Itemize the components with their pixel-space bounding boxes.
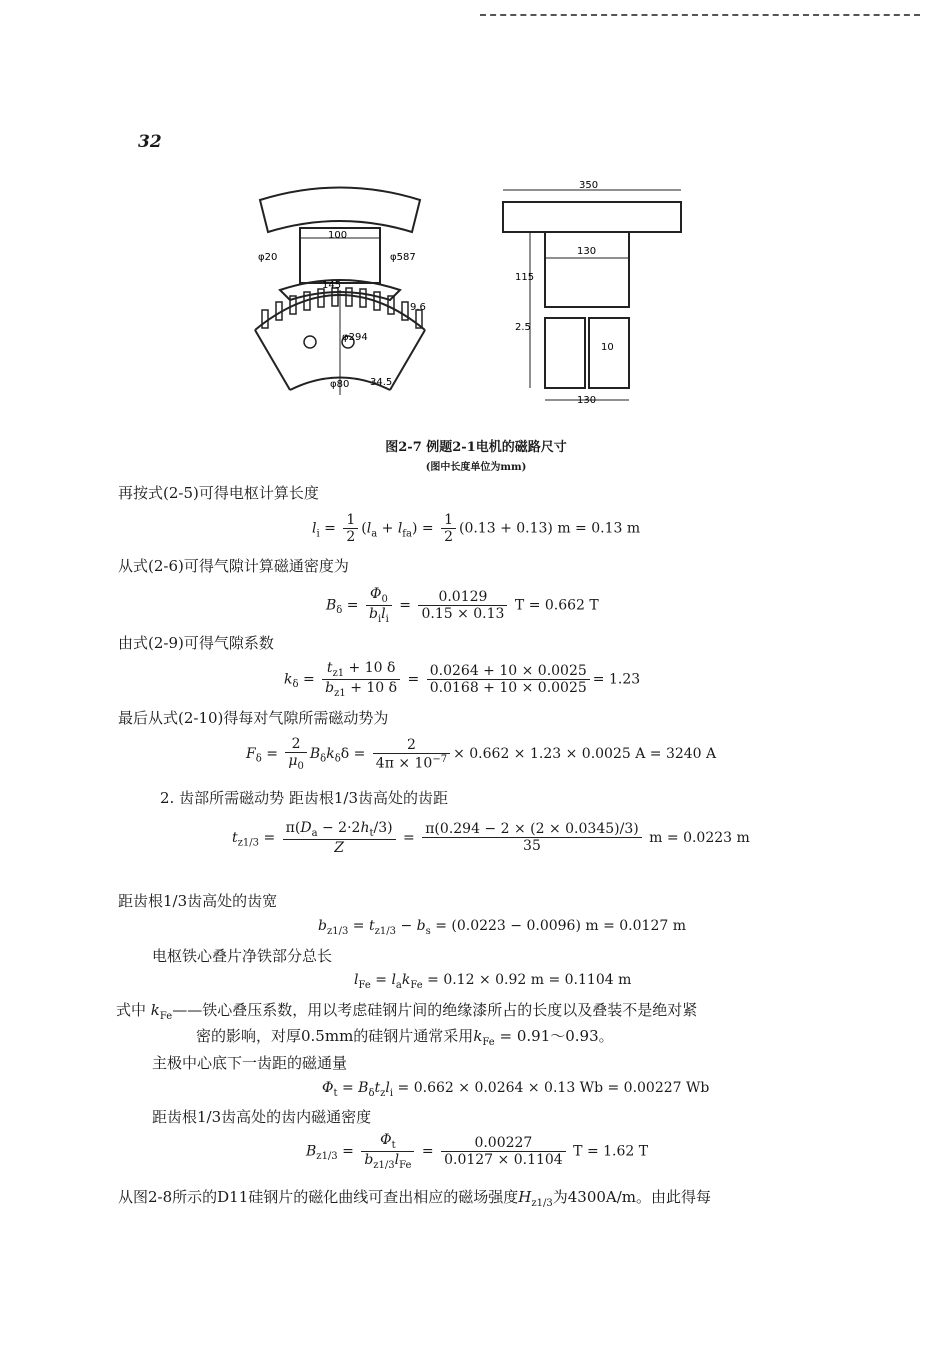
text-line: 密的影响，对厚0.5mm的硅钢片通常采用$k_{Fe}$ = 0.91～0.93。 (196, 1027, 614, 1048)
dim-80: φ80 (330, 379, 350, 390)
side-view-drawing (495, 180, 695, 410)
equation-tooth-width: $b_{z1/3} = t_{z1/3} - b_s = (0.0223 - 0.0096) m = 0.0127$ m (318, 918, 686, 937)
text-line: 电枢铁心叠片净铁部分总长 (152, 947, 333, 965)
dim-100: 100 (328, 230, 348, 241)
equation-tooth-flux: $\Phi_t = B_\delta t_zl_i = 0.662 \times 0.0264 \times 0.13$ Wb = 0.00227 Wb (322, 1080, 710, 1099)
equation-flux-density: $B_\delta$ = $\frac{\Phi_0}{b_il_i}$ = $\frac{0.0129}{0.15 \times 0.13}$ T = 0.662 T (326, 586, 599, 625)
text-line: 从图2-8所示的D11硅钢片的磁化曲线可查出相应的磁场强度$H_{z1/3}$为4300A/m。由此得每 (118, 1188, 712, 1209)
page-number: 32 (138, 132, 162, 152)
dim-130-bottom: 130 (577, 395, 597, 406)
dim-2-5: 2.5 (515, 322, 531, 333)
text-line: 距齿根1/3齿高处的齿宽 (118, 892, 278, 910)
dim-350: 350 (579, 180, 599, 191)
dim-10: 10 (601, 342, 614, 353)
dim-130-top: 130 (577, 246, 597, 257)
text-line: 2. 齿部所需磁动势 距齿根1/3齿高处的齿距 (160, 789, 448, 807)
text-line: 距齿根1/3齿高处的齿内磁通密度 (152, 1108, 372, 1126)
text-line: 由式(2-9)可得气隙系数 (118, 634, 274, 652)
dim-9-6: 9.6 (410, 302, 426, 313)
figure-caption: 图2-7 例题2-1电机的磁路尺寸 (385, 440, 567, 455)
dim-115: 115 (515, 272, 535, 283)
equation-gap-coefficient: $k_\delta$ = $\frac{t_{z1} + 10 \delta}{b_{z1} + 10 \delta}$ = $\frac{0.0264 + 10 \times 0.0025}{0.0168 + 10 \times 0.0025}$ = 1.23 (284, 660, 641, 699)
text-line: 主极中心底下一齿距的磁通量 (152, 1054, 348, 1072)
text-line: 最后从式(2-10)得每对气隙所需磁动势为 (118, 709, 389, 727)
text-line: 再按式(2-5)可得电枢计算长度 (118, 484, 319, 502)
figure-subcaption: (图中长度单位为mm) (425, 462, 527, 473)
equation-net-length: $l_{Fe} = l_ak_{Fe} = 0.12 \times 0.92$ m = 0.1104 m (354, 972, 632, 991)
text-line: 式中 $k_{Fe}——$铁心叠压系数，用以考虑硅钢片间的绝缘漆所占的长度以及叠装不是绝对紧 (116, 1001, 698, 1022)
dim-145: 145 (322, 280, 342, 291)
dim-587: φ587 (390, 252, 416, 263)
equation-armature-length: $l_i$ = $\frac{1}{2}$ $(l_a + l_{fa})$ = $\frac{1}{2}$ (0.13 + 0.13) m = 0.13 m (312, 512, 641, 545)
pole-armature-drawing (240, 180, 440, 410)
equation-tooth-pitch: $t_{z1/3}$ = $\frac{\pi(D_a - 2\cdot 2h_t/3)}{Z}$ = $\frac{\pi(0.294 - 2 \times (2 \times 0.0345)/3)}{35}$ m = 0.0223 m (232, 820, 750, 856)
equation-mmf: $F_\delta$ = $\frac{2}{\mu_0}$ $B_\delta k_\delta\delta$ = $\frac{2}{4\pi \times 10^{-7}}$ × 0.662 × 1.23 × 0.0025 A = 3240 A (246, 736, 717, 772)
text-line: 从式(2-6)可得气隙计算磁通密度为 (118, 557, 349, 575)
top-dashed-rule (480, 14, 920, 16)
equation-tooth-flux-density: $B_{z1/3}$ = $\frac{\Phi_t}{b_{z1/3}l_{Fe}}$ = $\frac{0.00227}{0.0127 \times 0.1104}$ T = 1.62 T (306, 1132, 649, 1171)
dim-34-5: 34.5 (370, 377, 393, 388)
dim-294: φ294 (342, 332, 368, 343)
dim-20: φ20 (258, 252, 278, 263)
